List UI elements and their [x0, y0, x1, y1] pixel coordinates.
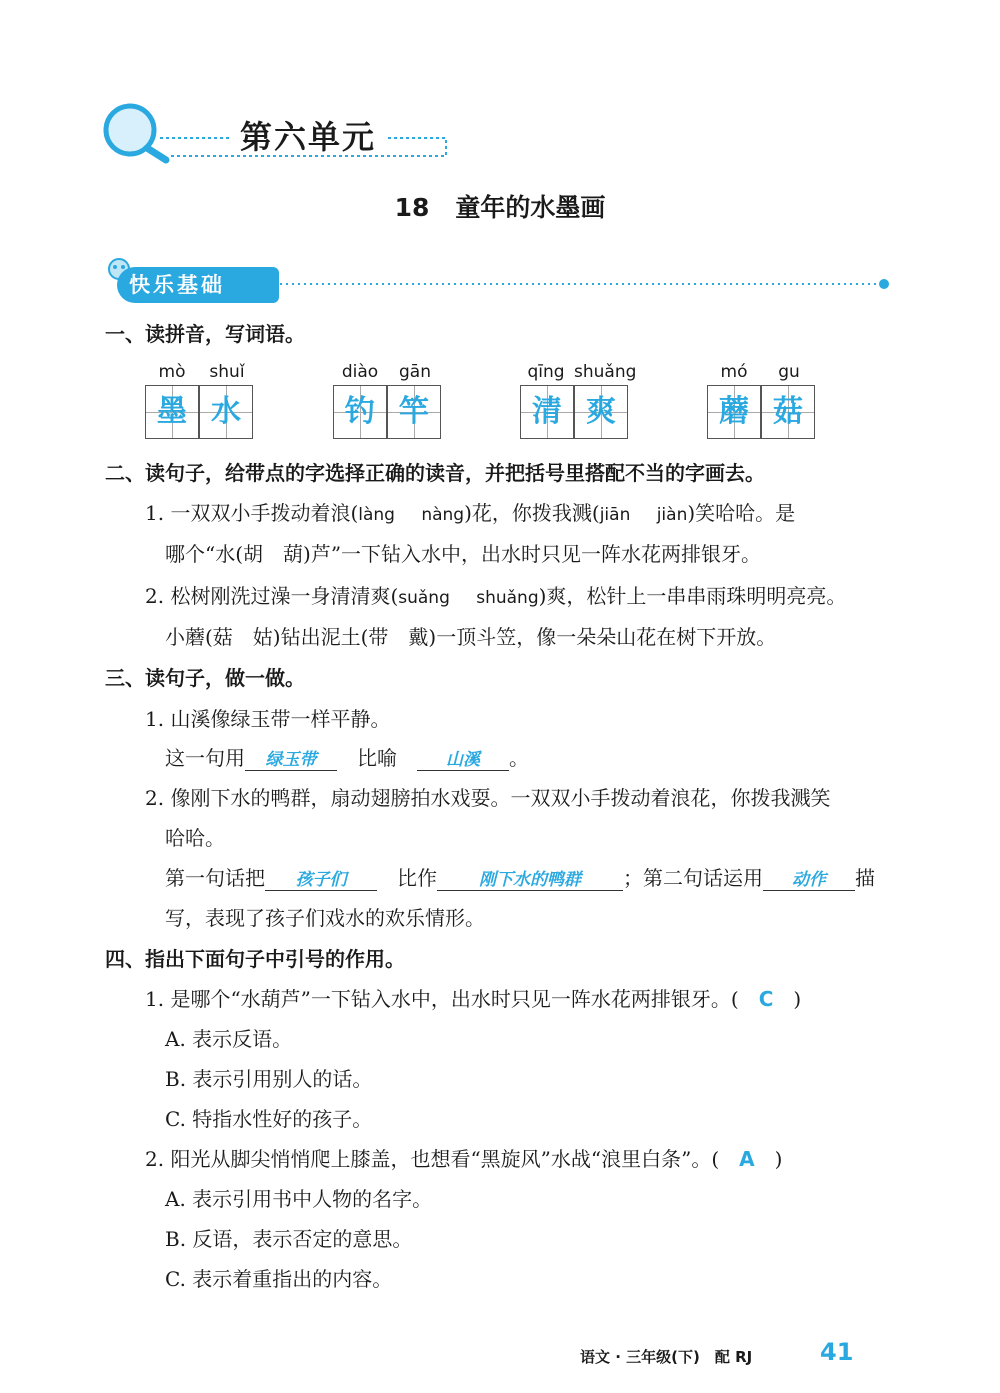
text: )笑哈哈。是 — [687, 501, 796, 525]
option: B. 反语，表示否定的意思。 — [165, 1227, 413, 1251]
text: 2. 松树刚洗过澡一身清清爽( — [145, 584, 399, 608]
text: 描 — [855, 866, 875, 890]
option: A. 表示引用书中人物的名字。 — [165, 1187, 433, 1211]
option: C. 表示着重指出的内容。 — [165, 1267, 393, 1291]
text: ) — [774, 1147, 783, 1171]
pinyin-option: làng — [358, 505, 395, 525]
text: 第一句话把 — [165, 866, 265, 890]
pinyin: diào — [341, 362, 379, 382]
answer-cell: 爽 — [574, 385, 628, 439]
answer-cell: 竿 — [387, 385, 441, 439]
lesson-number: 18 — [394, 193, 430, 222]
q3-item-2-cont2: 写，表现了孩子们戏水的欢乐情形。 — [165, 906, 485, 930]
pinyin-option: nàng — [421, 505, 465, 525]
q3-item-2-answer — [165, 862, 875, 891]
text: ) — [793, 987, 802, 1011]
answer-cell: 墨 — [145, 385, 199, 439]
text: 比喻 — [357, 746, 397, 770]
text: 1. 是哪个“水葫芦”一下钻入水中，出水时只见一阵水花两排银牙。( — [145, 987, 739, 1011]
lesson-name: 童年的水墨画 — [455, 193, 606, 222]
option: A. 表示反语。 — [165, 1027, 293, 1051]
pinyin: shuǐ — [209, 362, 245, 382]
q3-item-2-cont: 哈哈。 — [165, 826, 225, 850]
q2-item-1-cont: 哪个“水(胡 葫)芦”一下钻入水中，出水时只见一阵水花两排银牙。 — [165, 542, 762, 566]
q2-heading: 二、读句子，给带点的字选择正确的读音，并把括号里搭配不当的字画去。 — [105, 461, 765, 485]
q3-heading: 三、读句子，做一做。 — [105, 666, 305, 690]
pinyin: qīng — [527, 362, 565, 382]
section-divider — [280, 278, 892, 290]
answer-cell: 水 — [199, 385, 253, 439]
answer-choice: C — [758, 987, 774, 1011]
q3-item-2: 2. 像刚下水的鸭群，扇动翅膀拍水戏耍。一双双小手拨动着浪花，你拨我溅笑 — [145, 786, 831, 810]
pinyin: mò — [158, 362, 186, 382]
q2-item-2 — [145, 580, 846, 609]
footer-subject: 语文 · 三年级(下) 配 RJ — [580, 1348, 753, 1366]
answer-cell: 蘑 — [707, 385, 761, 439]
text: 2. 阳光从脚尖悄悄爬上膝盖，也想看“黑旋风”水战“浪里白条”。( — [145, 1147, 720, 1171]
text: 比作 — [397, 866, 437, 890]
q1-heading: 一、读拼音，写词语。 — [105, 322, 305, 346]
q4-heading: 四、指出下面句子中引号的作用。 — [105, 947, 405, 971]
answer-blank: 孩子们 — [265, 865, 377, 891]
unit-title: 第六单元 — [240, 118, 377, 156]
pinyin-option: jiàn — [656, 505, 688, 525]
pinyin: shuǎng — [574, 362, 637, 382]
section-badge: 快乐基础 — [117, 267, 279, 303]
answer-blank: 动作 — [763, 865, 855, 891]
q4-item-1 — [145, 983, 801, 1012]
q2-item-2-cont: 小蘑(菇 姑)钻出泥土(带 戴)一顶斗笠，像一朵朵山花在树下开放。 — [165, 625, 777, 649]
answer-choice: A — [739, 1147, 755, 1171]
answer-cell: 菇 — [761, 385, 815, 439]
pinyin-option: suǎng — [398, 588, 450, 608]
answer-blank: 绿玉带 — [245, 745, 337, 771]
text: 1. 一双双小手拨动着浪( — [145, 501, 359, 525]
text: ；第二句话运用 — [623, 866, 763, 890]
lesson-title — [0, 188, 1000, 224]
q3-item-1: 1. 山溪像绿玉带一样平静。 — [145, 707, 391, 731]
q2-item-1 — [145, 497, 795, 526]
answer-cell: 钓 — [333, 385, 387, 439]
q4-item-2 — [145, 1143, 782, 1172]
page-number: 41 — [820, 1338, 854, 1366]
answer-blank: 山溪 — [417, 745, 509, 771]
pinyin: gu — [778, 362, 800, 382]
pinyin: gān — [399, 362, 431, 382]
pinyin-option: shuǎng — [476, 588, 539, 608]
pinyin: mó — [720, 362, 748, 382]
text: )爽，松针上一串串雨珠明明亮亮。 — [538, 584, 847, 608]
text: )花，你拨我溅( — [464, 501, 600, 525]
answer-blank: 刚下水的鸭群 — [437, 865, 623, 891]
pinyin-option: jiān — [599, 505, 631, 525]
option: B. 表示引用别人的话。 — [165, 1067, 373, 1091]
text: 。 — [509, 746, 529, 770]
answer-cell: 清 — [520, 385, 574, 439]
q3-item-1-answer — [165, 742, 529, 771]
text: 这一句用 — [165, 746, 245, 770]
option: C. 特指水性好的孩子。 — [165, 1107, 373, 1131]
